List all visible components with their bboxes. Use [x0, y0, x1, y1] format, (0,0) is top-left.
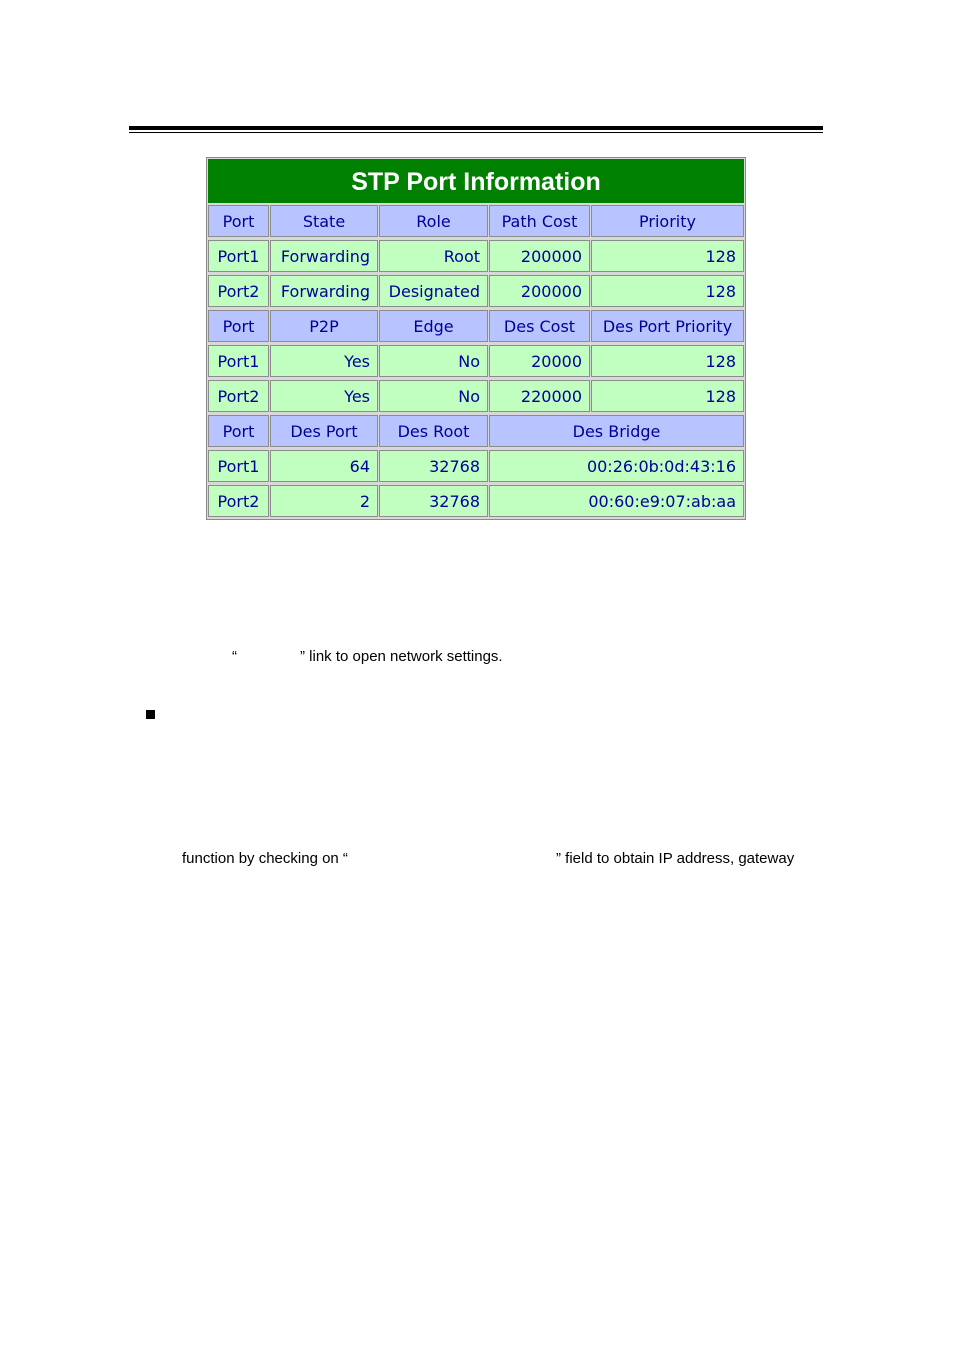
- column-header: Priority: [591, 205, 744, 237]
- header-rule-thin: [129, 132, 823, 133]
- table-title: STP Port Information: [208, 159, 744, 203]
- table-cell: 220000: [489, 380, 590, 412]
- doc-line-function-start: function by checking on “: [182, 850, 348, 867]
- column-header: Path Cost: [489, 205, 590, 237]
- column-header: Port: [208, 310, 269, 342]
- column-header: Port: [208, 415, 269, 447]
- row-port-cell: Port2: [208, 275, 269, 307]
- table-cell: 128: [591, 380, 744, 412]
- table-cell: 128: [591, 240, 744, 272]
- stp-port-information-table: [206, 157, 746, 520]
- column-header: Des Cost: [489, 310, 590, 342]
- table-cell: No: [379, 345, 488, 377]
- column-header: P2P: [270, 310, 378, 342]
- header-rule-thick: [129, 126, 823, 130]
- table-cell: 20000: [489, 345, 590, 377]
- table-cell: 2: [270, 485, 378, 517]
- table-cell: 32768: [379, 485, 488, 517]
- bullet-square-icon: [146, 710, 155, 719]
- doc-open-quote: “: [232, 648, 237, 665]
- table-cell: 128: [591, 275, 744, 307]
- column-header: Role: [379, 205, 488, 237]
- table-cell: 200000: [489, 240, 590, 272]
- doc-line-link-text: ” link to open network settings.: [300, 648, 503, 665]
- table-cell: 00:26:0b:0d:43:16: [489, 450, 744, 482]
- table-cell: Root: [379, 240, 488, 272]
- table-cell: No: [379, 380, 488, 412]
- column-header: Port: [208, 205, 269, 237]
- table-cell: 64: [270, 450, 378, 482]
- column-header: Edge: [379, 310, 488, 342]
- row-port-cell: Port1: [208, 240, 269, 272]
- table-cell: 00:60:e9:07:ab:aa: [489, 485, 744, 517]
- column-header: State: [270, 205, 378, 237]
- row-port-cell: Port1: [208, 450, 269, 482]
- table-cell: 200000: [489, 275, 590, 307]
- table-cell: 32768: [379, 450, 488, 482]
- table-cell: Yes: [270, 345, 378, 377]
- row-port-cell: Port1: [208, 345, 269, 377]
- column-header: Des Port: [270, 415, 378, 447]
- table-cell: Forwarding: [270, 240, 378, 272]
- table-cell: Yes: [270, 380, 378, 412]
- row-port-cell: Port2: [208, 485, 269, 517]
- doc-line-function-rest: ” field to obtain IP address, gateway: [556, 850, 795, 867]
- column-header: Des Port Priority: [591, 310, 744, 342]
- column-header: Des Bridge: [489, 415, 744, 447]
- table-cell: 128: [591, 345, 744, 377]
- table-cell: Forwarding: [270, 275, 378, 307]
- row-port-cell: Port2: [208, 380, 269, 412]
- column-header: Des Root: [379, 415, 488, 447]
- table-cell: Designated: [379, 275, 488, 307]
